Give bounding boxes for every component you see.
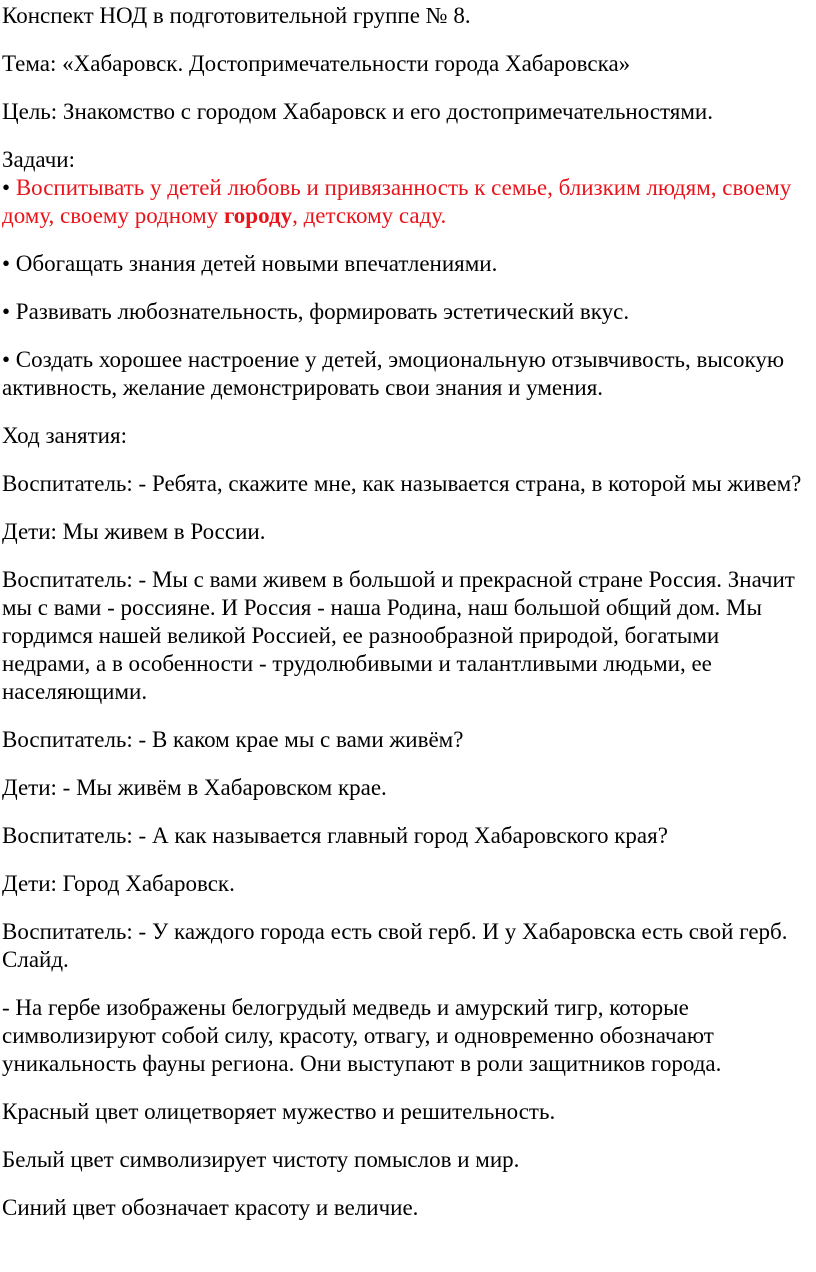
dialogue-line: Дети: Город Хабаровск. [2, 871, 235, 896]
document-body [2, 2, 802, 1242]
dialogue-line: Белый цвет символизирует чистоту помыслов и мир. [2, 1147, 520, 1172]
task-text-bold: городу [223, 203, 293, 228]
task-bullet: • [2, 175, 16, 200]
dialogue-line: Воспитатель: - В каком крае мы с вами живём? [2, 727, 464, 752]
task-item-3: • Развивать любознательность, формировать эстетический вкус. [2, 299, 630, 324]
lesson-theme: Тема: «Хабаровск. Достопримечательности города Хабаровска» [2, 51, 631, 76]
dialogue-line: Синий цвет обозначает красоту и величие. [2, 1195, 419, 1220]
task-item-1 [2, 174, 802, 230]
dialogue-line: Воспитатель: - Ребята, скажите мне, как называется страна, в которой мы живем? [2, 471, 802, 496]
dialogue-line: Красный цвет олицетворяет мужество и решительность. [2, 1099, 556, 1124]
dialogue-line: Дети: - Мы живём в Хабаровском крае. [2, 775, 387, 800]
dialogue-line: - На гербе изображены белогрудый медведь и амурский тигр, которые символизируют собой силу, красоту, отвагу, и одновременно обозначают уникальность фауны региона. Они выступают в роли защитников города. [2, 995, 722, 1076]
task-highlight [2, 175, 791, 228]
dialogue-line: Воспитатель: - А как называется главный город Хабаровского края? [2, 823, 668, 848]
dialogue-line: Дети: Мы живем в России. [2, 519, 266, 544]
task-item-4: • Создать хорошее настроение у детей, эмоциональную отзывчивость, высокую активность, желание демонстрировать свои знания и умения. [2, 347, 785, 400]
task-item-2: • Обогащать знания детей новыми впечатлениями. [2, 251, 498, 276]
lesson-goal: Цель: Знакомство с городом Хабаровск и его достопримечательностями. [2, 99, 713, 124]
dialogue-line: Воспитатель: - У каждого города есть свой герб. И у Хабаровска есть свой герб. Слайд. [2, 919, 788, 972]
document-title: Конспект НОД в подготовительной группе № 8. [2, 3, 471, 28]
lesson-progress-heading: Ход занятия: [2, 423, 127, 448]
tasks-heading: Задачи: [2, 147, 75, 172]
dialogue-line: Воспитатель: - Мы с вами живем в большой и прекрасной стране Россия. Значит мы с вами - россияне. И Россия - наша Родина, наш большой общий дом. Мы гордимся нашей великой Россией, ее разнообразной природой, богатыми недрами, а в особенности - трудолюбивыми и талантливыми людьми, ее населяющими. [2, 567, 795, 704]
task-text-part2: , детскому саду. [292, 203, 447, 228]
task-text-part1: Воспитывать у детей любовь и привязанность к семье, близким людям, своему дому, своему родному [2, 175, 792, 228]
